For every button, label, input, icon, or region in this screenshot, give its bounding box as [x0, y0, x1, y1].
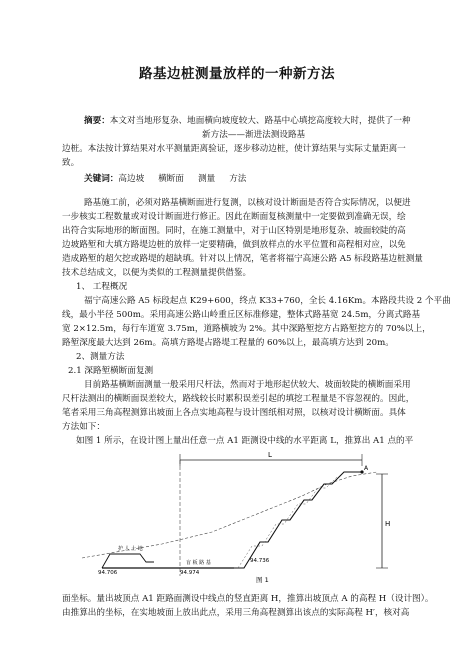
- keyword-2: 横断面: [158, 174, 184, 184]
- elevation-left: 94.706: [98, 570, 118, 576]
- label-H: H: [385, 520, 391, 528]
- intro-line-6: 技术总结成文，以便为类似的工程测量提供借鉴。: [62, 268, 252, 278]
- section-1-line-3: 宽 2×12.5m，每行车道宽 3.75m，道路横坡为 2%。其中深路堑挖方占路堑挖方的 70%以上，: [62, 324, 431, 334]
- section-1-heading: 1、 工程概况: [76, 282, 128, 292]
- after-figure-line-1: 面坐标。量出坡顶点 A1 距路面测设中线点的竖直距离 H，推算出坡顶点 A 的高程 H（设计图）。: [62, 594, 434, 604]
- abstract-label: 摘要：: [84, 116, 110, 126]
- abstract-text-1: 本文对当地形复杂、地面横向坡度较大、路基中心填挖高度较大时，提供了一种: [109, 116, 411, 126]
- left-shoulder: [102, 554, 154, 568]
- label-L: L: [268, 451, 272, 459]
- after-figure-line-2: 由推算出的坐标，在实地坡面上放出此点，采用三角高程测算出该点的实际高程 H′，核对高: [62, 608, 410, 618]
- section-1-line-1: 福宁高速公路 A5 标段起点 K29+600，终点 K33+760，全长 4.16Km。本路段共设 2 个平曲: [84, 296, 451, 306]
- keyword-3: 测量: [197, 174, 216, 184]
- section-1-line-4: 路堑深度最大达到 26m。高填方路堤占路堤工程量的 60%以上，最高填方达到 20m。: [62, 338, 394, 348]
- elevation-right: 94.736: [250, 558, 270, 564]
- label-A: A: [364, 465, 369, 472]
- intro-line-2: 一步核实工程数量或对设计断面进行修正。因此在断面复核测量中一定要做到准确无误，绘: [62, 212, 406, 222]
- keywords-line: [84, 172, 246, 186]
- abstract-line-3: 边桩。本法按计算结果对水平测量距离验证，逐步移动边桩，使计算结果与实际丈量距离一: [62, 144, 406, 154]
- keyword-1: 高边坡: [118, 174, 145, 184]
- label-shoulder: 护 人 土 地: [118, 546, 143, 552]
- section-2-1-line-3: 笔者采用三角高程测算出坡面上各点实地高程与设计图纸相对照，以核对设计横断面。具体: [62, 408, 406, 418]
- section-2-1-line-2: 尺杆法测出的横断面误差较大，路线较长时累积误差引起的填挖工程量是不容忽视的。因此，: [62, 394, 415, 404]
- paper-title: 路基边桩测量放样的一种新方法: [139, 66, 335, 82]
- keywords-label: 关键词：: [84, 174, 119, 184]
- section-2-1-line-4: 方法如下：: [62, 422, 105, 432]
- section-2-heading: 2、测量方法: [76, 352, 125, 362]
- section-2-1-heading: 2.1 深路堑横断面复测: [68, 366, 154, 376]
- intro-line-5: 造成路堑的超欠挖或路堤的超缺填。针对以上情况，笔者将福宁高速公路 A5 标段路基边桩测量: [62, 254, 423, 264]
- cut-slope: [234, 472, 362, 568]
- abstract-line-2: 新方法——渐进法测设路基: [202, 130, 306, 140]
- intro-line-1: 路基施工前，必须对路基横断面进行复测，以核对设计断面是否符合实际情况，以便进: [84, 198, 411, 208]
- intro-line-4: 边坡路堑和大填方路堤边桩的放样一定要精确，做到放样点的水平位置和高程相对应，以免: [62, 240, 406, 250]
- section-2-1-line-5: 如图 1 所示，在设计图上量出任意一点 A1 距测设中线的水平距离 L，推算出 A1 点的平: [76, 436, 414, 446]
- figure-1-cross-section: [62, 446, 412, 586]
- label-ditch: 盲 板 路 基: [186, 560, 211, 566]
- section-2-1-line-1: 目前路基横断面测量一般采用尺杆法，然而对于地形起伏较大、坡面较陡的横断面采用: [84, 380, 411, 390]
- elevation-mid: 94.974: [180, 570, 200, 576]
- abstract-line-4: 致。: [62, 158, 80, 168]
- abstract-line-1: [84, 114, 411, 128]
- intro-line-3: 出符合实际地形的断面图。同时，在施工测量中，对于山区特别是地形复杂、坡面较陡的高: [62, 226, 406, 236]
- keyword-4: 方法: [229, 174, 247, 184]
- section-1-line-2: 线，最小半径 500m。采用高速公路山岭重丘区标准修建，整体式路基宽 24.5m，分离式路基: [62, 310, 421, 320]
- figure-caption: 图 1: [256, 576, 269, 584]
